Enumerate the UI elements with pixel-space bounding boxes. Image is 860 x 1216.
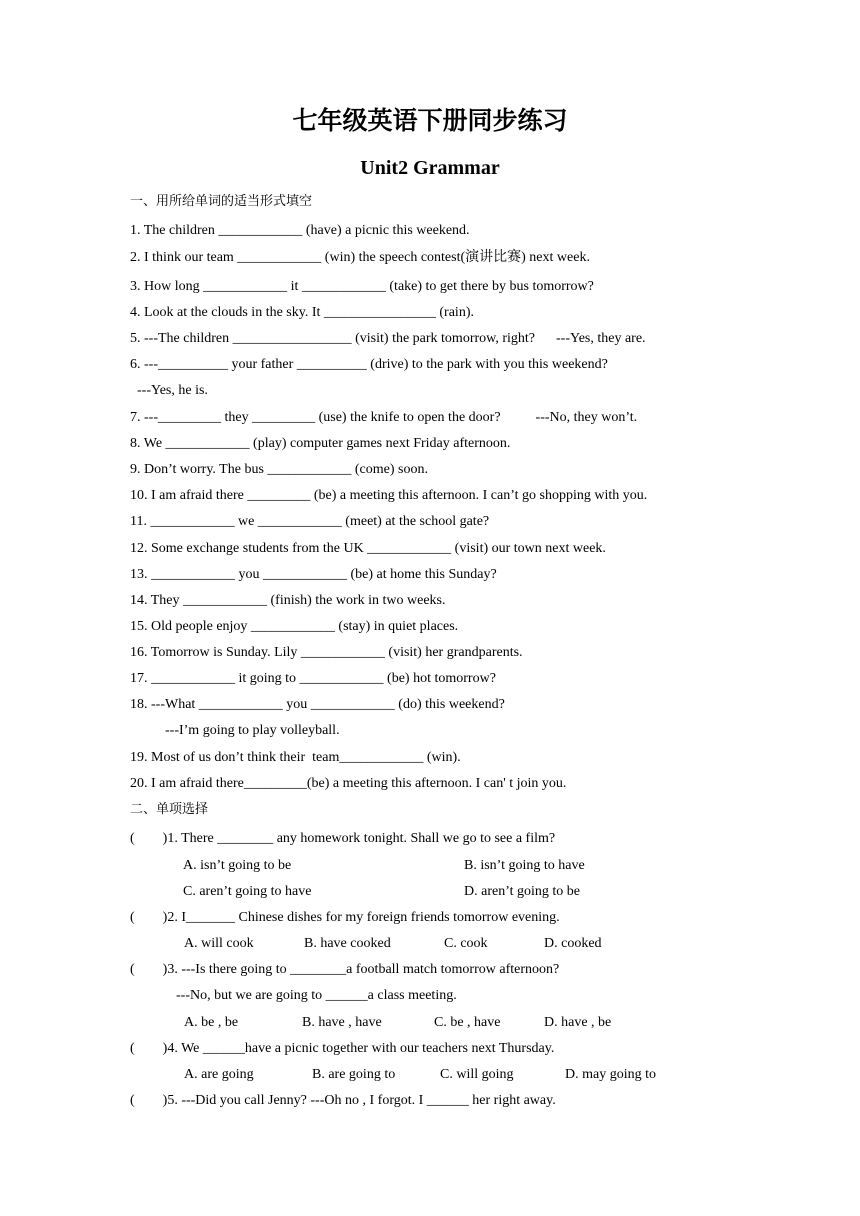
option-d: D. may going to xyxy=(565,1067,656,1082)
fill-blank-line: 6. ---__________ your father __________ (drive) to the park with you this weekend? xyxy=(130,357,608,372)
fill-blank-line: 5. ---The children _________________ (visit) the park tomorrow, right? ---Yes, they are. xyxy=(130,331,646,346)
fill-blank-line: 3. How long ____________ it ____________ (take) to get there by bus tomorrow? xyxy=(130,279,594,294)
fill-blank-line: 4. Look at the clouds in the sky. It ________________ (rain). xyxy=(130,305,474,320)
question-stem: ( )5. ---Did you call Jenny? ---Oh no , I forgot. I ______ her right away. xyxy=(130,1093,556,1108)
option-b: B. have cooked xyxy=(304,936,391,951)
fill-blank-line: 20. I am afraid there_________(be) a meeting this afternoon. I can' t join you. xyxy=(130,776,567,791)
question-extra-line: ---No, but we are going to ______a class meeting. xyxy=(176,988,457,1003)
fill-blank-line: ---I’m going to play volleyball. xyxy=(130,723,340,738)
fill-blank-line: 17. ____________ it going to ____________ (be) hot tomorrow? xyxy=(130,671,496,686)
option-a: A. will cook xyxy=(184,936,254,951)
question-stem: ( )4. We ______have a picnic together with our teachers next Thursday. xyxy=(130,1041,555,1056)
question-stem: ( )3. ---Is there going to ________a football match tomorrow afternoon? xyxy=(130,962,560,977)
section1-heading: 一、用所给单词的适当形式填空 xyxy=(130,194,313,209)
fill-blank-line: ---Yes, he is. xyxy=(130,383,208,398)
fill-blank-line: 13. ____________ you ____________ (be) at home this Sunday? xyxy=(130,567,497,582)
fill-blank-line: 8. We ____________ (play) computer games next Friday afternoon. xyxy=(130,436,511,451)
option-a: A. be , be xyxy=(184,1015,239,1030)
section2-heading: 二、单项选择 xyxy=(130,802,209,817)
option-a: A. isn’t going to be xyxy=(183,858,292,873)
option-d: D. aren’t going to be xyxy=(464,884,580,899)
fill-blank-line: 7. ---_________ they _________ (use) the knife to open the door? ---No, they won’t. xyxy=(130,410,638,425)
question-stem: ( )2. I_______ Chinese dishes for my foreign friends tomorrow evening. xyxy=(130,910,560,925)
fill-blank-line: 14. They ____________ (finish) the work in two weeks. xyxy=(130,593,446,608)
question-stem: ( )1. There ________ any homework tonight. Shall we go to see a film? xyxy=(130,831,556,846)
fill-blank-line: 12. Some exchange students from the UK ____________ (visit) our town next week. xyxy=(130,541,606,556)
fill-blank-line: 18. ---What ____________ you ____________ (do) this weekend? xyxy=(130,697,505,712)
option-c: C. will going xyxy=(440,1067,514,1082)
option-b: B. are going to xyxy=(312,1067,396,1082)
option-b: B. have , have xyxy=(302,1015,382,1030)
option-d: D. cooked xyxy=(544,936,602,951)
option-d: D. have , be xyxy=(544,1015,612,1030)
page-title: 七年级英语下册同步练习 xyxy=(292,106,568,135)
fill-blank-line: 1. The children ____________ (have) a picnic this weekend. xyxy=(130,223,470,238)
option-c: C. be , have xyxy=(434,1015,501,1030)
fill-blank-line: 19. Most of us don’t think their team____________ (win). xyxy=(130,750,461,765)
fill-blank-line: 9. Don’t worry. The bus ____________ (come) soon. xyxy=(130,462,428,477)
fill-blank-line: 10. I am afraid there _________ (be) a meeting this afternoon. I can’t go shopping with you. xyxy=(130,488,648,503)
fill-blank-line: 16. Tomorrow is Sunday. Lily ____________ (visit) her grandparents. xyxy=(130,645,523,660)
option-c: C. aren’t going to have xyxy=(183,884,312,899)
option-a: A. are going xyxy=(184,1067,254,1082)
option-b: B. isn’t going to have xyxy=(464,858,585,873)
fill-blank-line: 15. Old people enjoy ____________ (stay) in quiet places. xyxy=(130,619,459,634)
page-subtitle: Unit2 Grammar xyxy=(360,157,500,179)
option-c: C. cook xyxy=(444,936,488,951)
fill-blank-line: 2. I think our team ____________ (win) the speech contest(演讲比赛) next week. xyxy=(130,250,590,265)
fill-blank-line: 11. ____________ we ____________ (meet) at the school gate? xyxy=(130,514,490,529)
